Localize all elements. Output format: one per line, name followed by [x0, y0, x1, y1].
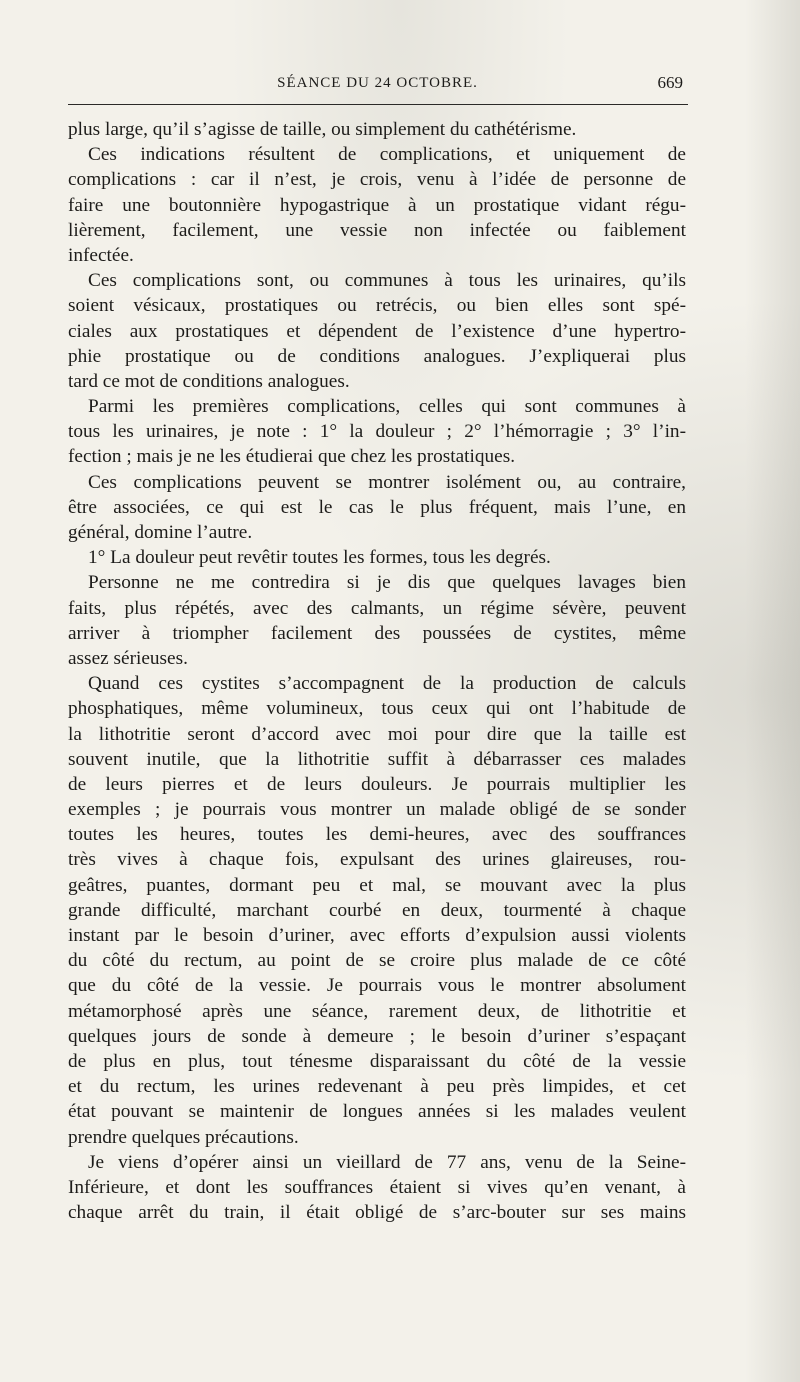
text-line: Ces complications sont, ou communes à tous les urinaires, qu’ils: [88, 270, 686, 292]
text-line: grande difficulté, marchant courbé en deux, tourmenté à chaque: [68, 899, 686, 921]
text-line: de leurs pierres et de leurs douleurs. Je pourrais multiplier les: [68, 773, 686, 795]
text-line: Quand ces cystites s’accompagnent de la production de calculs: [88, 673, 686, 695]
text-line: Ces indications résultent de complications, et uniquement de: [88, 144, 686, 166]
body-text: [68, 117, 686, 1225]
text-line: prendre quelques précautions.: [68, 1126, 299, 1148]
text-line: et du rectum, les urines redevenant à peu près limpides, et cet: [68, 1076, 686, 1098]
text-line: Ces complications peuvent se montrer isolément ou, au contraire,: [88, 471, 686, 493]
text-line: être associées, ce qui est le cas le plus fréquent, mais l’une, en: [68, 496, 686, 518]
text-line: arriver à triompher facilement des poussées de cystites, même: [68, 622, 686, 644]
text-line: phie prostatique ou de conditions analogues. J’expliquerai plus: [68, 345, 686, 367]
text-line: du côté du rectum, au point de se croire plus malade de ce côté: [68, 950, 686, 972]
text-line: geâtres, puantes, dormant peu et mal, se mouvant avec la plus: [68, 874, 686, 896]
page-edge-shadow: [745, 0, 800, 1382]
text-line: instant par le besoin d’uriner, avec efforts d’expulsion aussi violents: [68, 925, 686, 946]
text-line: lièrement, facilement, une vessie non infectée ou faiblement: [68, 219, 686, 241]
running-head-title: SÉANCE DU 24 OCTOBRE.: [277, 75, 478, 91]
text-line: complications : car il n’est, je crois, venu à l’idée de personne de: [68, 169, 686, 191]
text-line: 1° La douleur peut revêtir toutes les formes, tous les degrés.: [88, 547, 551, 569]
text-line: Personne ne me contredira si je dis que quelques lavages bien: [88, 572, 686, 594]
text-line: toutes les heures, toutes les demi-heures, avec des souffrances: [68, 824, 686, 846]
page-number: 669: [657, 73, 683, 92]
text-line: Parmi les premières complications, celles qui sont communes à: [88, 396, 686, 418]
running-head: [70, 75, 685, 99]
header-rule: [68, 104, 688, 105]
text-line: de plus en plus, tout ténesme disparaissant du côté de la vessie: [68, 1050, 686, 1072]
text-line: chaque arrêt du train, il était obligé de s’arc-bouter sur ses mains: [68, 1202, 686, 1224]
text-line: tous les urinaires, je note : 1° la douleur ; 2° l’hémorragie ; 3° l’in-: [68, 421, 686, 443]
text-line: général, domine l’autre.: [68, 522, 253, 543]
text-line: plus large, qu’il s’agisse de taille, ou simplement du cathétérisme.: [68, 119, 577, 140]
text-line: que du côté de la vessie. Je pourrais vous le montrer absolument: [68, 975, 686, 997]
text-line: phosphatiques, même volumineux, tous ceux qui ont l’habitude de: [68, 698, 686, 720]
text-line: infectée.: [68, 244, 134, 266]
text-line: la lithotritie seront d’accord avec moi pour dire que la taille est: [68, 723, 686, 745]
text-line: très vives à chaque fois, expulsant des urines glaireuses, rou-: [68, 849, 686, 871]
text-line: faire une boutonnière hypogastrique à un prostatique vidant régu-: [68, 194, 686, 216]
text-line: tard ce mot de conditions analogues.: [68, 370, 350, 392]
text-line: faits, plus répétés, avec des calmants, un régime sévère, peuvent: [68, 597, 686, 619]
text-line: assez sérieuses.: [68, 647, 188, 669]
text-line: Inférieure, et dont les souffrances étaient si vives qu’en venant, à: [68, 1176, 686, 1198]
text-line: quelques jours de sonde à demeure ; le besoin d’uriner s’espaçant: [68, 1025, 686, 1047]
text-line: ciales aux prostatiques et dépendent de l’existence d’une hypertro-: [68, 320, 686, 342]
text-line: métamorphosé après une séance, rarement deux, de lithotritie et: [68, 1000, 686, 1022]
text-line: exemples ; je pourrais vous montrer un malade obligé de se sonder: [68, 799, 686, 821]
text-line: souvent inutile, que la lithotritie suffit à débarrasser ces malades: [68, 748, 686, 770]
text-line: fection ; mais je ne les étudierai que chez les prostatiques.: [68, 446, 516, 468]
text-line: état pouvant se maintenir de longues années si les malades veulent: [68, 1101, 686, 1123]
text-line: soient vésicaux, prostatiques ou retrécis, ou bien elles sont spé-: [68, 295, 686, 317]
text-line: Je viens d’opérer ainsi un vieillard de 77 ans, venu de la Seine-: [88, 1151, 686, 1173]
